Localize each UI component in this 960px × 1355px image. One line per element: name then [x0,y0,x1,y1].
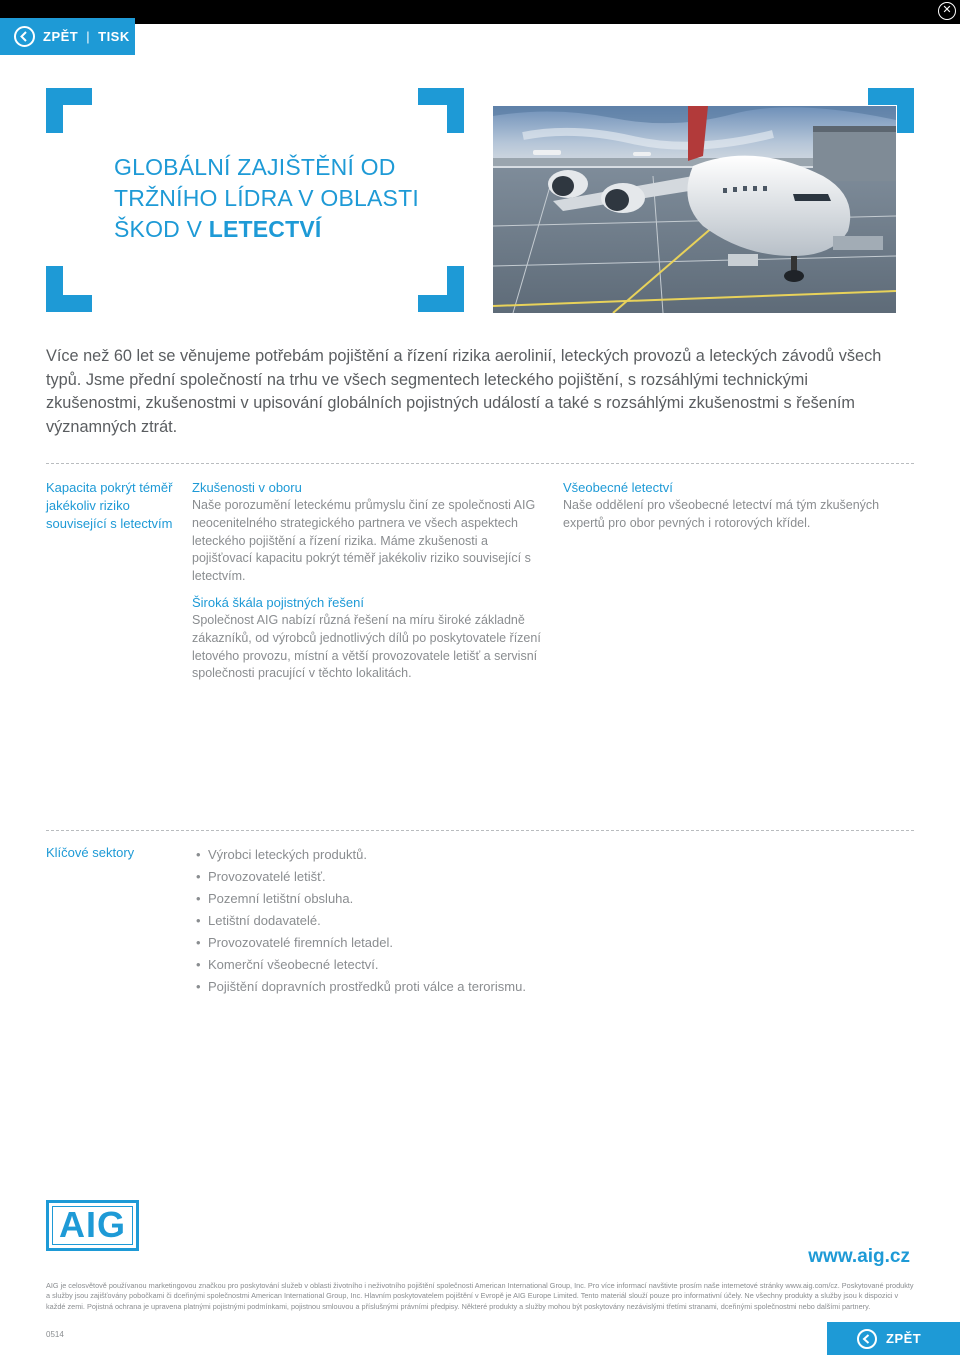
document-code: 0514 [46,1330,64,1339]
divider [46,830,914,831]
back-button-bottom[interactable] [827,1322,960,1355]
key-sectors-label: Klíčové sektory [46,845,135,860]
title-line-1: GLOBÁLNÍ ZAJIŠTĚNÍ OD [114,154,396,180]
general-aviation-text: Naše oddělení pro všeobecné letectví má tým zkušených expertů pro obor pevných i rotorových křídel. [563,498,880,530]
side-label-text: Kapacita pokrýt téměř jakékoliv riziko související s letectvím [46,480,173,531]
experience-column [192,479,547,683]
divider [46,463,914,464]
list-item: • Provozovatelé firemních letadel. [196,932,526,954]
title-line-3: ŠKOD V [114,216,209,242]
title-line-3-bold: LETECTVÍ [208,216,322,242]
close-icon[interactable]: ✕ [938,2,956,20]
top-bar [0,0,960,24]
legal-disclaimer: AIG je celosvětově používanou marketingovou značkou pro poskytování služeb v oblasti životního i neživotního pojištění společnosti American International Group, Inc. Pro více informací navštivte prosím naše internetové stránky www.aig.com/cz. Poskytované produkty a služby jsou zajišťovány pobočkami či dceřinými společnostmi American International Group, Inc. Hlavním poskytovatelem pojištění v Evropě je AIG Europe Limited. Tento materiál slouží pouze pro informativní účely. Ne všechny produkty a služby jsou k dispozici v každé zemi. Pojistná ochrana je upravena platnými pojistnými podmínkami, pojistnou smlouvou a příslušnými právními předpisy. Některé produkty a služby mohou být poskytovány nezávislými třetími stranami, dceřinými společnostmi nebo dalšími partnery. [46,1281,914,1311]
back-arrow-icon[interactable] [14,26,35,47]
general-aviation-heading: Všeobecné letectví [563,480,673,495]
top-navigation [0,18,135,55]
list-item: • Pojištění dopravních prostředků proti válce a terorismu. [196,976,526,998]
page-title [114,152,434,245]
experience-heading: Zkušenosti v oboru [192,480,302,495]
nav-separator: | [86,29,91,44]
title-line-2: TRŽNÍHO LÍDRA V OBLASTI [114,185,419,211]
back-arrow-icon [857,1329,877,1349]
logo-text: AIG [52,1206,133,1245]
list-item: • Provozovatelé letišť. [196,866,526,888]
key-sectors-list [196,844,526,998]
back-button-label: ZPĚT [886,1331,922,1346]
capacity-side-label [46,479,181,533]
list-item: • Letištní dodavatelé. [196,910,526,932]
list-item: • Komerční všeobecné letectví. [196,954,526,976]
solutions-text: Společnost AIG nabízí různá řešení na míru široké základně zákazníků, od výrobců jednotlivých dílů po poskytovatele řízení letového provozu, místní a větší provozovatele letišť a servisní společnosti pracující v těchto lokalitách. [192,612,541,681]
intro-paragraph: Více než 60 let se věnujeme potřebám pojištění a řízení rizika aerolinií, leteckých provozů a leteckých závodů všech typů. Jsme přední společností na trhu ve všech segmentech leteckého pojištění, s rozsáhlými technickými zkušenostmi, zkušenostmi v upisování globálních pojistných událostí a také s rozsáhlými zkušenostmi s řešením významných ztrát. [46,347,882,436]
experience-text: Naše porozumění leteckému průmyslu činí ze společnosti AIG neocenitelného strategického partnera ve všech aspektech leteckého pojištění a řízení rizika. Máme zkušenosti a pojišťovací kapacitu pokrýt téměř jakékoliv riziko související s letectvím. [192,498,536,584]
list-item: • Pozemní letištní obsluha. [196,888,526,910]
list-item: • Výrobci leteckých produktů. [196,844,526,866]
aig-logo [46,1200,139,1251]
website-link[interactable]: www.aig.cz [808,1246,910,1267]
solutions-heading: Široká škála pojistných řešení [192,594,364,610]
aircraft-photo [493,106,896,313]
print-link[interactable]: TISK [98,29,130,44]
back-link[interactable]: ZPĚT [43,29,79,44]
general-aviation-column [563,479,913,533]
